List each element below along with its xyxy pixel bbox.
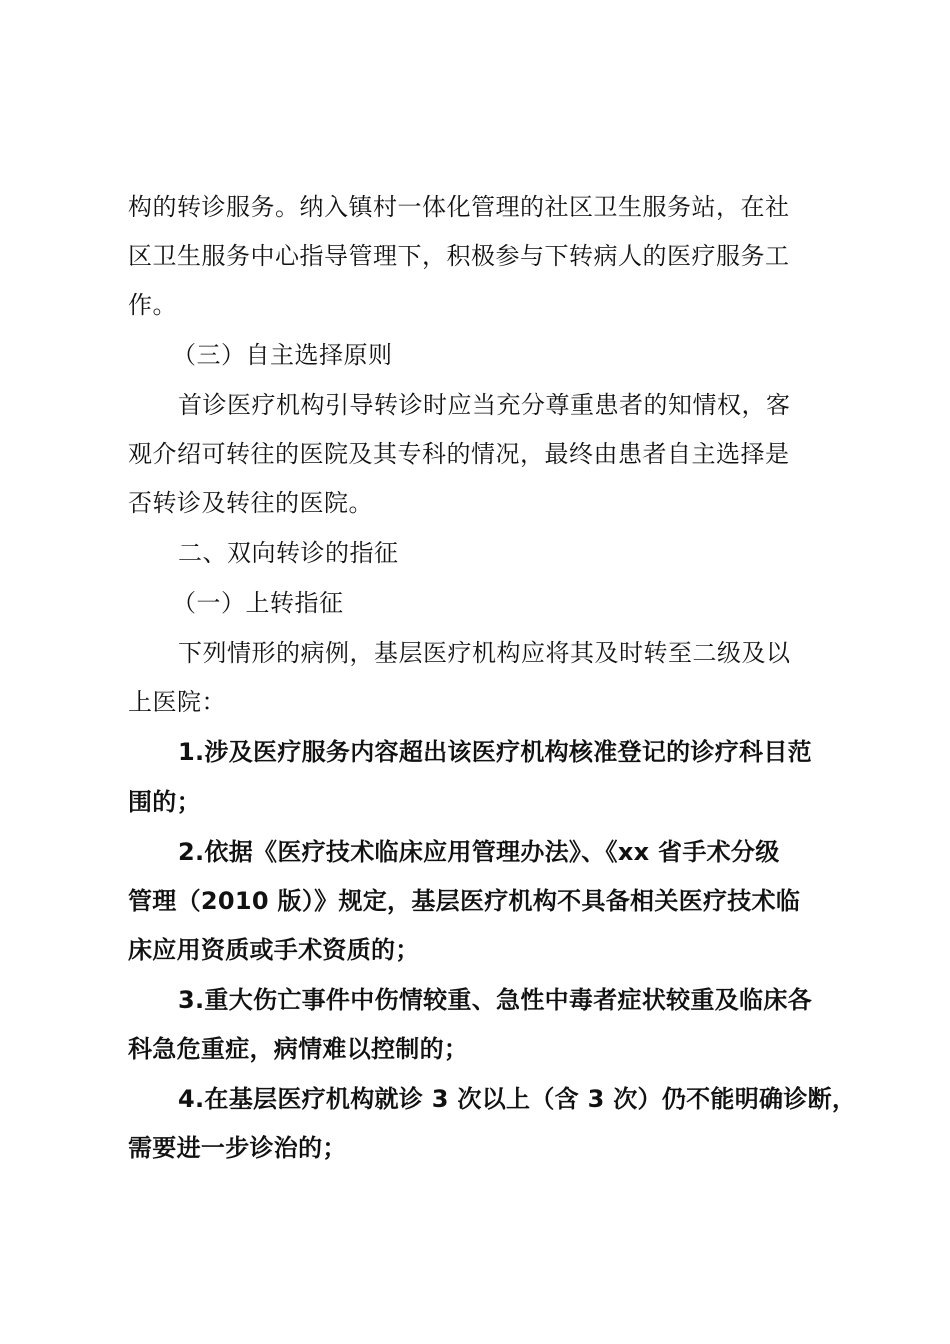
list-item-4: 4.在基层医疗机构就诊 3 次以上（含 3 次）仍不能明确诊断， — [178, 1085, 857, 1113]
list-item-1-cont: 围的； — [128, 788, 201, 816]
body-text-line: 下列情形的病例，基层医疗机构应将其及时转至二级及以 — [178, 639, 791, 667]
subsection-heading-1: （一）上转指征 — [172, 589, 344, 617]
list-item-3: 3.重大伤亡事件中伤情较重、急性中毒者症状较重及临床各 — [178, 986, 812, 1014]
body-text-line: 区卫生服务中心指导管理下，积极参与下转病人的医疗服务工 — [128, 242, 790, 270]
body-text-line: 构的转诊服务。纳入镇村一体化管理的社区卫生服务站，在社 — [128, 193, 790, 221]
list-item-4-cont: 需要进一步诊治的； — [128, 1134, 347, 1162]
list-item-2-cont: 管理（2010 版）》规定，基层医疗机构不具备相关医疗技术临 — [128, 887, 801, 915]
list-item-1: 1.涉及医疗服务内容超出该医疗机构核准登记的诊疗科目范 — [178, 738, 812, 766]
body-text-line: 上医院： — [128, 688, 226, 716]
body-text-line: 否转诊及转往的医院。 — [128, 489, 373, 517]
list-item-3-cont: 科急危重症，病情难以控制的； — [128, 1035, 469, 1063]
body-text-line: 观介绍可转往的医院及其专科的情况，最终由患者自主选择是 — [128, 440, 790, 468]
list-item-2: 2.依据《医疗技术临床应用管理办法》、《xx 省手术分级 — [178, 838, 780, 866]
body-text-line: 首诊医疗机构引导转诊时应当充分尊重患者的知情权，客 — [178, 391, 791, 419]
body-text-line: 作。 — [128, 291, 177, 319]
section-heading-3: （三）自主选择原则 — [172, 341, 393, 369]
section-heading-2: 二、双向转诊的指征 — [178, 539, 399, 567]
list-item-2-cont: 床应用资质或手术资质的； — [128, 936, 420, 964]
